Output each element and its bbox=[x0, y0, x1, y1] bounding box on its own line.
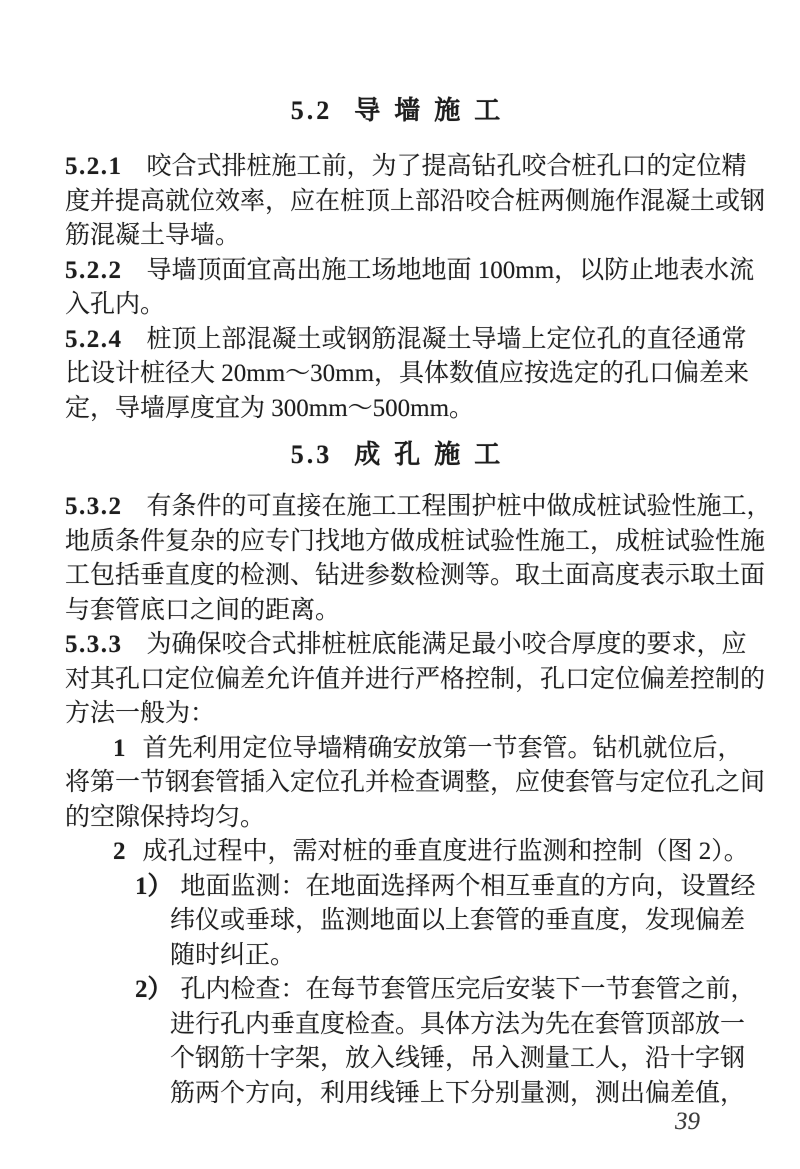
line-text: 孔内检查：在每节套管压完后安装下一节套管之前， bbox=[180, 976, 756, 1003]
line-text: 成孔过程中，需对桩的垂直度进行监测和控制（图 2）。 bbox=[142, 838, 749, 865]
line-text: 桩顶上部混凝土或钢筋混凝土导墙上定位孔的直径通常 bbox=[146, 325, 747, 353]
text-line bbox=[65, 150, 747, 185]
text-line: 比设计桩径大 20mm～30mm，具体数值应按选定的孔口偏差来 bbox=[65, 360, 750, 387]
clause-number: 5.2.4 bbox=[65, 325, 123, 353]
text-line bbox=[65, 254, 755, 289]
clause-number: 5.2.1 bbox=[65, 153, 123, 180]
subitem-number: 1） bbox=[135, 872, 173, 900]
item-number: 1 bbox=[113, 734, 126, 762]
clause-block bbox=[65, 490, 772, 628]
text-line: 与套管底口之间的距离。 bbox=[65, 596, 341, 624]
clause-block bbox=[65, 150, 766, 254]
line-text: 咬合式排桩施工前，为了提高钻孔咬合桩孔口的定位精 bbox=[146, 153, 747, 180]
text-line bbox=[135, 870, 756, 905]
clause-number: 5.2.2 bbox=[65, 256, 123, 284]
text-line bbox=[113, 835, 749, 870]
text-line: 入孔内。 bbox=[65, 291, 166, 318]
line-text: 有条件的可直接在施工工程围护桩中做成桩试验性施工， bbox=[146, 493, 772, 520]
text-line: 地质条件复杂的应专门找地方做成桩试验性施工，成桩试验性施 bbox=[65, 527, 766, 555]
text-line: 随时纠正。 bbox=[170, 941, 296, 969]
text-line bbox=[65, 628, 747, 663]
line-text: 地面监测：在地面选择两个相互垂直的方向，设置经 bbox=[180, 872, 756, 900]
line-text: 首先利用定位导墙精确安放第一节套管。钻机就位后， bbox=[142, 734, 743, 762]
text-line: 方法一般为： bbox=[65, 700, 216, 727]
clause-block bbox=[65, 628, 766, 732]
subitem-block bbox=[65, 870, 756, 974]
line-text: 导墙顶面宜高出施工场地地面 100mm，以防止地表水流 bbox=[146, 256, 755, 284]
text-line: 进行孔内垂直度检查。具体方法为先在套管顶部放一 bbox=[170, 1010, 746, 1038]
text-line: 定，导墙厚度宜为 300mm～500mm。 bbox=[65, 394, 475, 422]
text-line bbox=[113, 732, 743, 767]
text-line: 纬仪或垂球，监测地面以上套管的垂直度，发现偏差 bbox=[170, 907, 746, 934]
text-line bbox=[65, 490, 772, 525]
section-heading bbox=[65, 96, 740, 126]
heading-number: 5.3 bbox=[290, 440, 333, 469]
text-line: 个钢筋十字架，放入线锤，吊入测量工人，沿十字钢 bbox=[170, 1045, 746, 1072]
item-block bbox=[65, 732, 766, 836]
subitem-block bbox=[65, 973, 756, 1111]
text-line: 筋两个方向，利用线锤上下分别量测，测出偏差值， bbox=[170, 1079, 746, 1107]
section-heading bbox=[65, 440, 740, 470]
text-line: 的空隙保持均匀。 bbox=[65, 803, 266, 831]
clause-number: 5.3.3 bbox=[65, 631, 123, 658]
heading-title: 成孔施工 bbox=[354, 440, 515, 469]
text-line bbox=[135, 973, 756, 1008]
subitem-number: 2） bbox=[135, 976, 173, 1003]
page-number: 39 bbox=[675, 1108, 700, 1135]
text-line: 将第一节钢套管插入定位孔并检查调整，应使套管与定位孔之间 bbox=[65, 769, 766, 796]
clause-block bbox=[65, 254, 755, 323]
text-line: 筋混凝土导墙。 bbox=[65, 222, 241, 249]
heading-number: 5.2 bbox=[290, 96, 333, 125]
item-block bbox=[65, 835, 749, 870]
line-text: 为确保咬合式排桩桩底能满足最小咬合厚度的要求，应 bbox=[146, 631, 747, 658]
clause-number: 5.3.2 bbox=[65, 493, 123, 520]
text-line bbox=[65, 323, 747, 358]
heading-title: 导墙施工 bbox=[354, 96, 515, 125]
text-line: 工包括垂直度的检测、钻进参数检测等。取土面高度表示取土面 bbox=[65, 562, 766, 589]
clause-block bbox=[65, 323, 750, 427]
item-number: 2 bbox=[113, 838, 126, 865]
text-line: 度并提高就位效率，应在桩顶上部沿咬合桩两侧施作混凝土或钢 bbox=[65, 187, 766, 215]
content bbox=[65, 0, 772, 1111]
text-line: 对其孔口定位偏差允许值并进行严格控制，孔口定位偏差控制的 bbox=[65, 665, 766, 693]
